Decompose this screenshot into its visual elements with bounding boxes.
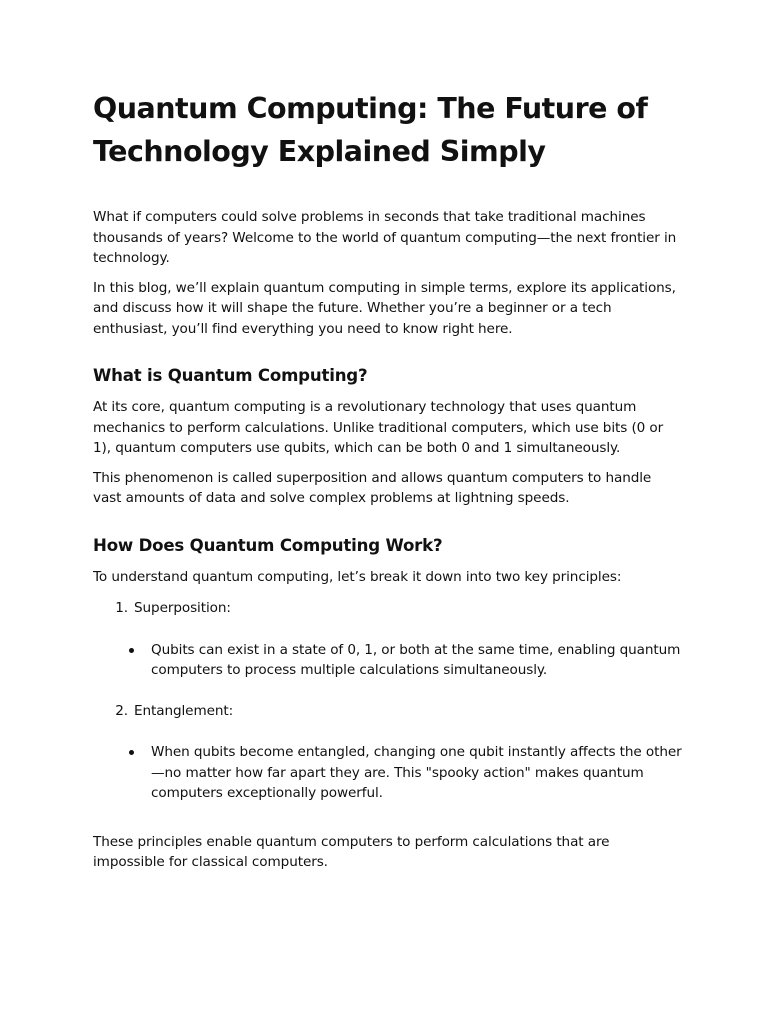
section-heading-what-is: What is Quantum Computing? <box>93 366 368 385</box>
list-item <box>93 701 683 804</box>
bullet-icon <box>93 742 151 804</box>
list-item <box>93 742 683 804</box>
body-paragraph: To understand quantum computing, let’s break it down into two key principles: <box>93 568 622 585</box>
conclusion-paragraph: These principles enable quantum computers to perform calculations that are impossible for classical computers. <box>93 833 610 870</box>
principle-name: Superposition: <box>134 600 231 616</box>
principle-detail-list <box>93 640 683 681</box>
principle-detail: Qubits can exist in a state of 0, 1, or both at the same time, enabling quantum computers to process multiple calculations simultaneously. <box>151 641 681 678</box>
article-title: Quantum Computing: The Future of Technology Explained Simply <box>93 92 648 168</box>
document-page <box>93 87 683 873</box>
body-paragraph: This phenomenon is called superposition and allows quantum computers to handle vast amounts of data and solve complex problems at lightning speeds. <box>93 469 652 506</box>
list-item <box>93 640 683 681</box>
principle-detail-list <box>93 742 683 804</box>
principle-detail: When qubits become entangled, changing one qubit instantly affects the other—no matter how far apart they are. This "spooky action" makes quantum computers exceptionally powerful. <box>151 744 682 801</box>
principle-name: Entanglement: <box>134 702 234 719</box>
intro-paragraph: In this blog, we’ll explain quantum computing in simple terms, explore its applications, and discuss how it will shape the future. Whether you’re a beginner or a tech enthusiast, you’ll find everything you need to know right here. <box>93 279 676 337</box>
list-number: 1. <box>115 600 128 616</box>
section-heading-how-it-works: How Does Quantum Computing Work? <box>93 535 443 555</box>
principles-list <box>93 598 683 804</box>
body-paragraph: At its core, quantum computing is a revolutionary technology that uses quantum mechanics to perform calculations. Unlike traditional computers, which use bits (0 or 1), quantum computers use qubits, which can be both 0 and 1 simultaneously. <box>93 399 664 456</box>
bullet-icon <box>93 640 151 681</box>
list-number: 2. <box>115 702 128 719</box>
intro-paragraph: What if computers could solve problems in seconds that take traditional machines thousands of years? Welcome to the world of quantum computing—the next frontier in technology. <box>93 209 677 266</box>
list-item <box>93 598 683 681</box>
